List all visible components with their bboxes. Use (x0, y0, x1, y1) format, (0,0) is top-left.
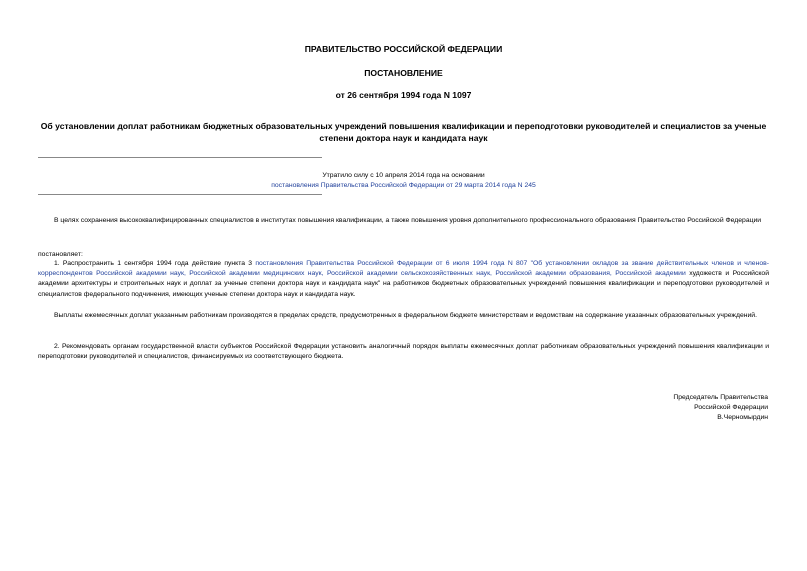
paragraph-1 (38, 259, 769, 300)
paragraph-1b: Выплаты ежемесячных доплат указанным работникам производятся в пределах средств, предусмотренных в федеральном бюджете министерствам и ведомствам на содержание указанных образовательных учреждений. (54, 312, 757, 319)
signature-org: Российской Федерации (694, 404, 768, 412)
document-type: ПОСТАНОВЛЕНИЕ (364, 68, 443, 78)
government-heading: ПРАВИТЕЛЬСТВО РОССИЙСКОЙ ФЕДЕРАЦИИ (304, 44, 503, 54)
decree-word: постановляет: (38, 251, 83, 258)
intro-paragraph: В целях сохранения высококвалифицированных специалистов в институтах повышения квалификации, а также повышения уровня дополнительного профессионального образования Правительство Российской Федерации (54, 217, 762, 224)
signature-block (673, 393, 768, 424)
status-link[interactable]: постановления Правительства Российской Федерации от 29 марта 2014 года N 245 (271, 182, 536, 189)
divider-top (38, 157, 322, 158)
document-date: от 26 сентября 1994 года N 1097 (335, 90, 472, 100)
signature-name: В.Черномырдин (717, 414, 768, 422)
signature-title: Председатель Правительства (673, 394, 768, 401)
paragraph-1-end: художеств и Российской академии архитектуры и строительных наук и доплат за ученые степени доктора наук и кандидата наук" на работников бюджетных образовательных учреждений повышения квалификации и переподготовки руководителей и специалистов федерального подчинения, имеющих ученые степени доктора наук и кандидата наук. (38, 270, 769, 298)
document-title: Об установлении доплат работникам бюджетных образовательных учреждений повышения квалификации и переподготовки руководителей и специалистов за ученые степени доктора наук и кандидата наук (40, 121, 767, 143)
decree-807-link[interactable]: постановления Правительства Российской Федерации от 6 июля 1994 года N 807 "Об установлении окладов за звание действительных членов и членов-корреспондентов Российской академии наук, Российской академии медицинских наук, Российской академии сельскохозяйственных наук, Российской академии образования, Российской академии (38, 260, 769, 278)
status-note: Утратило силу с 10 апреля 2014 года на основании (322, 172, 485, 179)
paragraph-2: 2. Рекомендовать органам государственной власти субъектов Российской Федерации установить аналогичный порядок выплаты ежемесячных доплат работникам образовательных учреждений повышения квалификации и переподготовки руководителей и специалистов, финансируемых из соответствующего бюджета. (38, 343, 769, 361)
divider-bottom (38, 194, 322, 195)
paragraph-1-start: 1. Распространить 1 сентября 1994 года действие пункта 3 (54, 260, 256, 267)
